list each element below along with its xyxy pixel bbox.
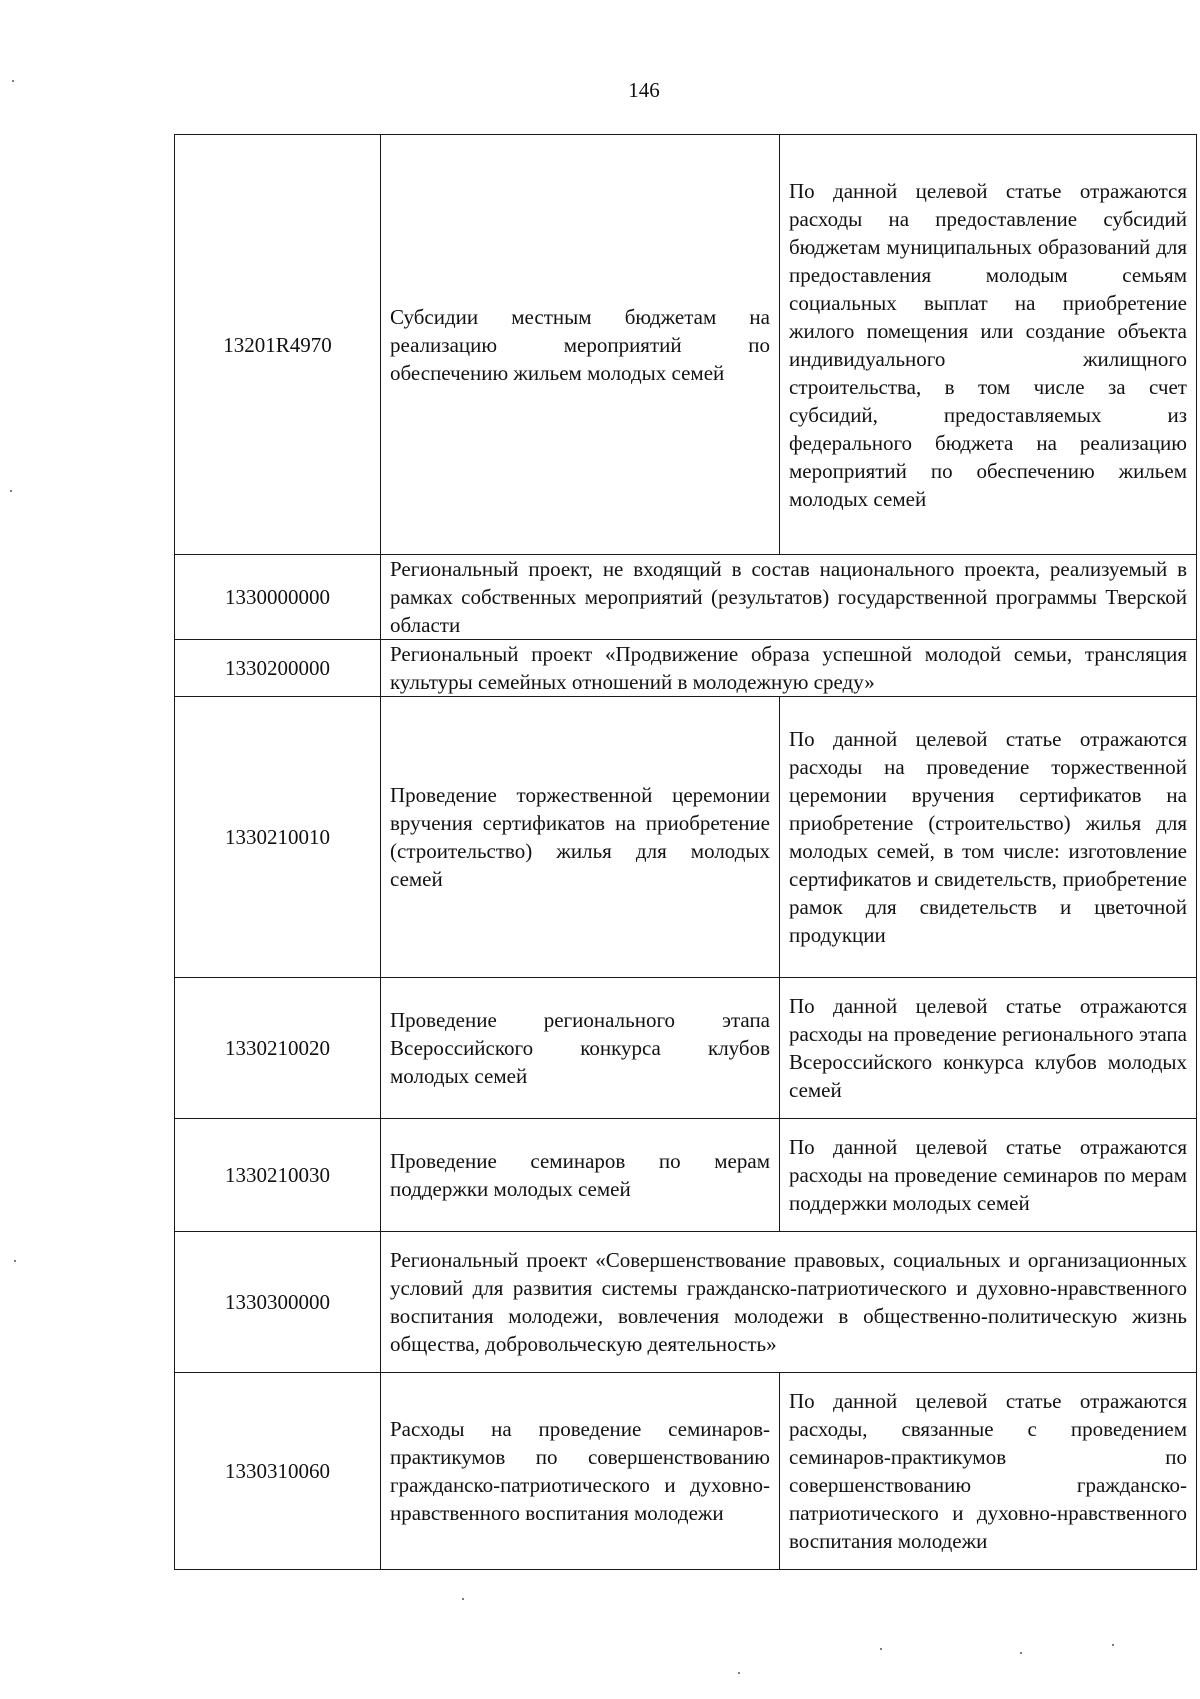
code-cell: 13201R4970 (175, 135, 381, 555)
description-cell: По данной целевой статье отражаются расходы, связанные с проведением семинаров-практикумов по совершенствованию гражданско-патриотического и духовно-нравственного воспитания молодежи (780, 1373, 1197, 1570)
table-row (175, 978, 1197, 1119)
name-cell: Расходы на проведение семинаров-практикумов по совершенствованию гражданско-патриотического и духовно-нравственного воспитания молодежи (381, 1373, 780, 1570)
description-cell: По данной целевой статье отражаются расходы на проведение торжественной церемонии вручения сертификатов на приобретение (строительство) жилья для молодых семей, в том числе: изготовление сертификатов и свидетельств, приобретение рамок для свидетельств и цветочной продукции (780, 697, 1197, 978)
name-cell: Региональный проект, не входящий в состав национального проекта, реализуемый в рамках собственных мероприятий (результатов) государственной программы Тверской области (381, 555, 1197, 640)
code-cell: 1330200000 (175, 640, 381, 697)
table-row (175, 1373, 1197, 1570)
page-number: 146 (628, 78, 660, 102)
table-row (175, 1119, 1197, 1232)
table-row (175, 555, 1197, 640)
scan-speck (738, 1672, 740, 1674)
name-cell: Проведение регионального этапа Всероссийского конкурса клубов молодых семей (381, 978, 780, 1119)
scan-speck (10, 490, 12, 492)
code-cell: 1330210030 (175, 1119, 381, 1232)
scan-speck (12, 80, 14, 82)
scan-speck (14, 1260, 16, 1262)
scan-speck (1020, 1652, 1022, 1654)
code-cell: 1330210010 (175, 697, 381, 978)
name-cell: Проведение семинаров по мерам поддержки молодых семей (381, 1119, 780, 1232)
scan-speck (462, 1598, 464, 1600)
budget-classification-table (174, 134, 1197, 1570)
code-cell: 1330310060 (175, 1373, 381, 1570)
code-cell: 1330210020 (175, 978, 381, 1119)
code-cell: 1330300000 (175, 1232, 381, 1373)
table-row (175, 1232, 1197, 1373)
scan-speck (1112, 1644, 1114, 1646)
name-cell: Региональный проект «Совершенствование правовых, социальных и организационных условий для развития системы гражданско-патриотического и духовно-нравственного воспитания молодежи, вовлечения молодежи в общественно-политическую жизнь общества, добровольческую деятельность» (381, 1232, 1197, 1373)
name-cell: Субсидии местным бюджетам на реализацию мероприятий по обеспечению жильем молодых семей (381, 135, 780, 555)
name-cell: Проведение торжественной церемонии вручения сертификатов на приобретение (строительство) жилья для молодых семей (381, 697, 780, 978)
name-cell: Региональный проект «Продвижение образа успешной молодой семьи, трансляция культуры семейных отношений в молодежную среду» (381, 640, 1197, 697)
description-cell: По данной целевой статье отражаются расходы на проведение семинаров по мерам поддержки молодых семей (780, 1119, 1197, 1232)
table-row (175, 697, 1197, 978)
table-row (175, 640, 1197, 697)
scan-speck (880, 1648, 882, 1650)
code-cell: 1330000000 (175, 555, 381, 640)
table-row (175, 135, 1197, 555)
description-cell: По данной целевой статье отражаются расходы на предоставление субсидий бюджетам муниципальных образований для предоставления молодым семьям социальных выплат на приобретение жилого помещения или создание объекта индивидуального жилищного строительства, в том числе за счет субсидий, предоставляемых из федерального бюджета на реализацию мероприятий по обеспечению жильем молодых семей (780, 135, 1197, 555)
description-cell: По данной целевой статье отражаются расходы на проведение регионального этапа Всероссийского конкурса клубов молодых семей (780, 978, 1197, 1119)
